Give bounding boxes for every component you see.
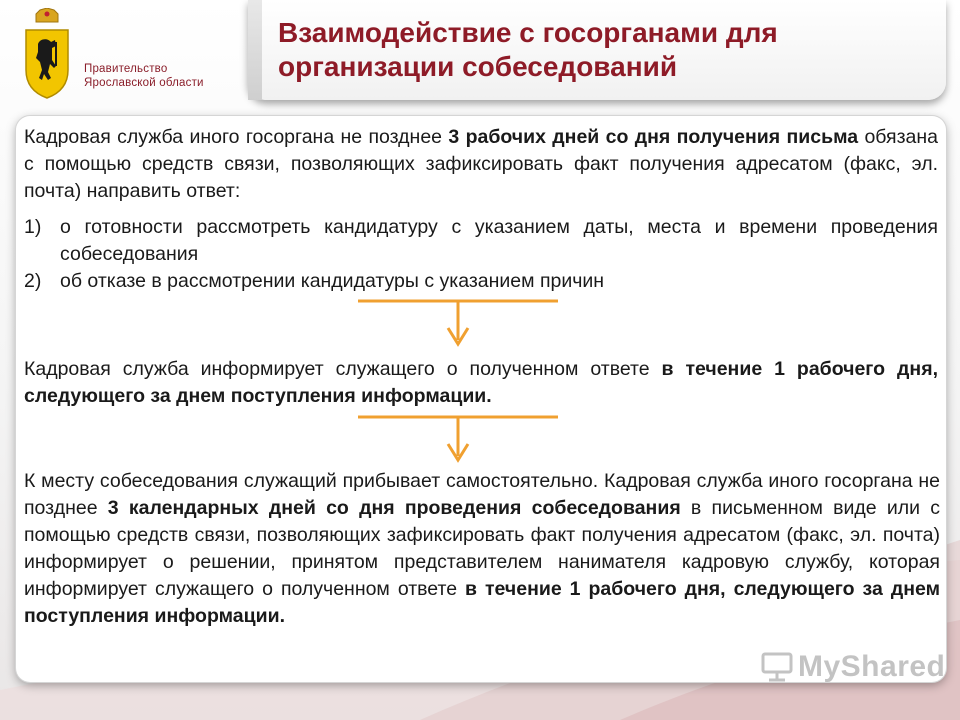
block3-bold-2: в течение 1 рабочего дня, следующего за днем поступления информации. [24,578,940,627]
block3-text-1: К месту собеседования служащий прибывает самостоятельно. Кадровая служба иного госоргана не позднее [24,470,940,519]
list-item [24,268,938,295]
flow-arrow-1 [358,296,558,348]
response-options-list [24,214,938,295]
presentation-icon [760,652,794,682]
block2-bold-1: в течение 1 рабочего дня, следующего за днем поступления информации. [24,358,938,407]
block2-paragraph [24,356,938,410]
title-banner-strip [248,0,262,100]
page-title [278,16,928,84]
block1-text-1: Кадровая служба иного госоргана не позднее [24,126,449,148]
block1-text-2: обязана с помощью средств связи, позволяющих зафиксировать факт получения адресатом (факс, эл. почта) направить ответ: [24,126,938,202]
block2-text-1: Кадровая служба информирует служащего о полученном ответе [24,358,662,380]
block3-paragraph [24,468,940,630]
watermark-text: MyShared [798,650,946,683]
block1-paragraph [24,124,938,205]
title-line-1: Взаимодействие с госорганами для [278,17,778,48]
org-line-1: Правительство [84,63,168,75]
title-banner [248,0,946,100]
list-item-text: о готовности рассмотреть кандидатуру с указанием даты, места и времени проведения собеседования [60,216,938,265]
list-item-number: 2) [24,270,42,292]
coat-of-arms-logo [18,8,76,100]
list-item-text: об отказе в рассмотрении кандидатуры с указанием причин [60,270,605,292]
flow-arrow-2 [358,412,558,464]
list-item [24,214,938,268]
block3-text-2: в письменном виде или с помощью средств связи, позволяющих зафиксировать факт получения адресатом (факс, эл. почта) информирует о решении, принятом представителем нанимателя кадровую службу, которая информирует служащего о полученном ответе [24,497,941,600]
list-item-number: 1) [24,216,42,238]
block3-bold-1: 3 календарных дней со дня проведения собеседования [107,497,681,519]
organization-name [84,62,204,90]
block1-bold-1: 3 рабочих дней со дня получения письма [448,126,859,148]
org-line-2: Ярославской области [84,77,204,89]
title-line-2: организации собеседований [278,51,678,82]
